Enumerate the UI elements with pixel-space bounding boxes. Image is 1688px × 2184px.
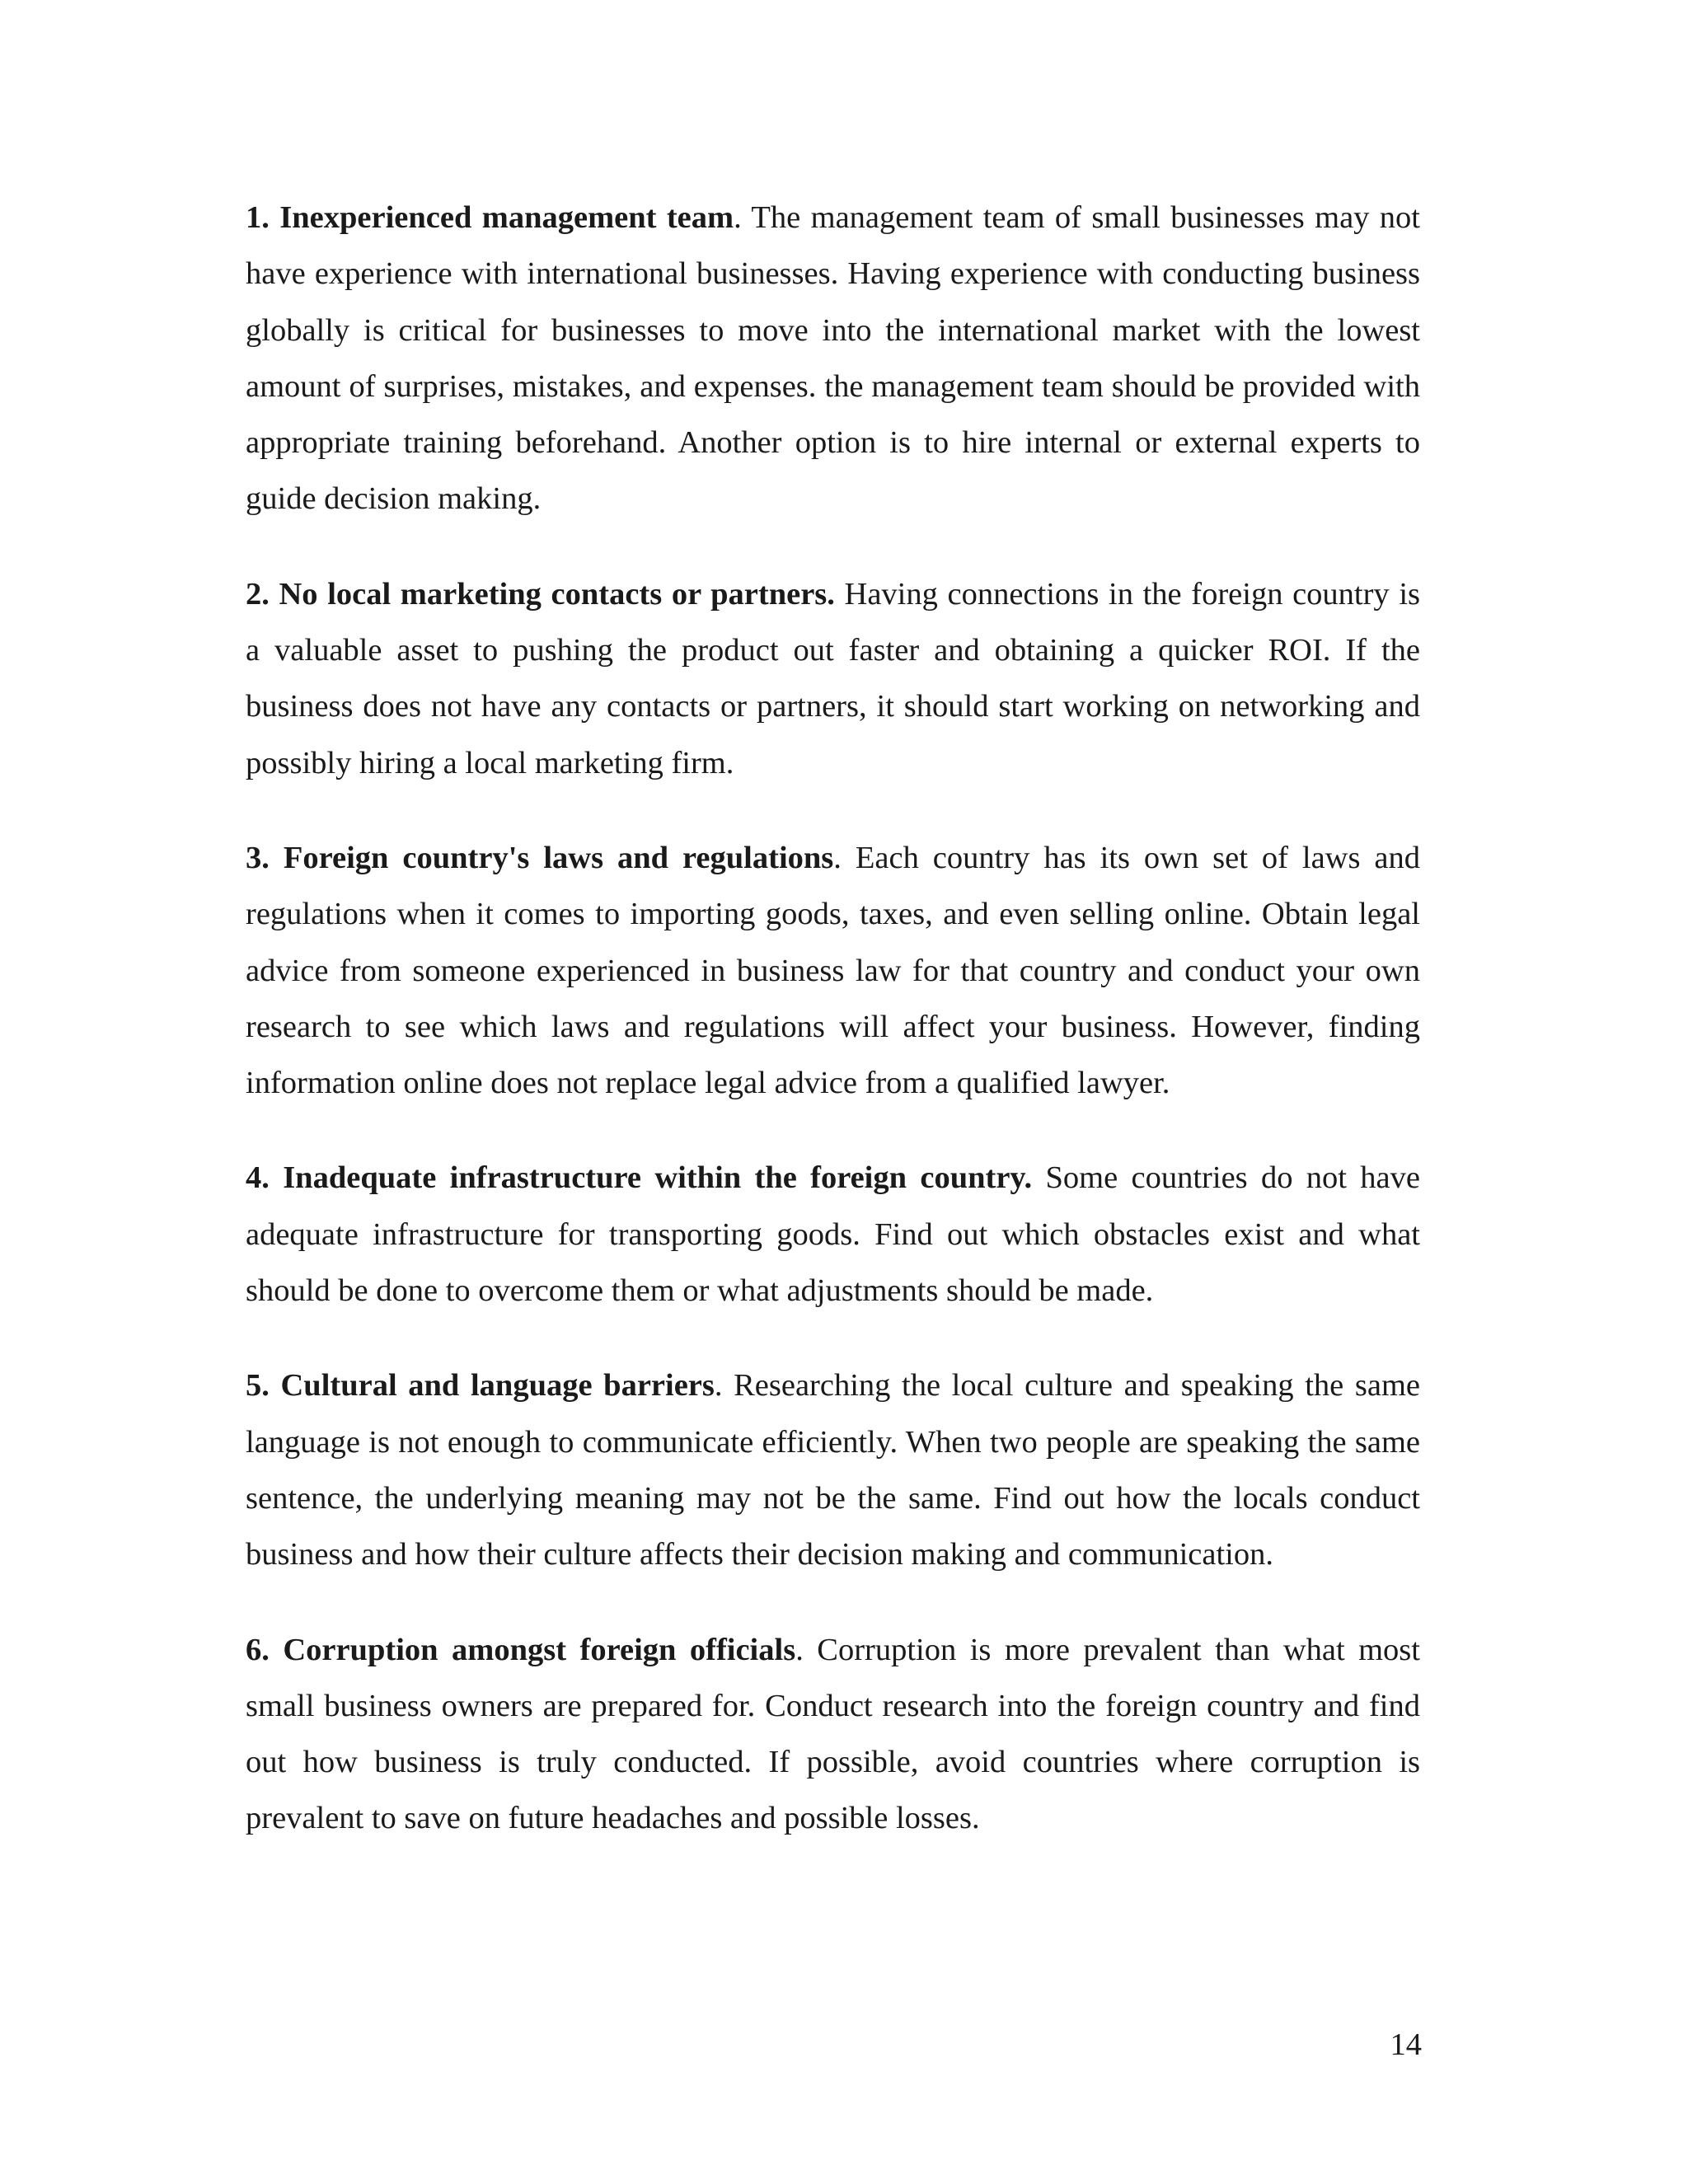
item-heading: 3. Foreign country's laws and regulations xyxy=(246,840,834,875)
page-body xyxy=(246,190,1420,1886)
item-heading: 6. Corruption amongst foreign officials xyxy=(246,1632,796,1667)
page-number: 14 xyxy=(1390,2027,1422,2062)
item-text: Having connections in the foreign country is a valuable asset to pushing the product out faster and obtaining a quicker ROI. If the business does not have any contacts or partners, it should start working on networking and possibly hiring a local marketing firm. xyxy=(246,576,1420,780)
item-text: . The management team of small businesses may not have experience with international businesses. Having experience with conducting business globally is critical for businesses to move into the international market with the lowest amount of surprises, mistakes, and expenses. the management team should be provided with appropriate training beforehand. Another option is to hire internal or external experts to guide decision making. xyxy=(246,200,1420,517)
list-item-laws-regulations xyxy=(246,830,1420,1111)
item-heading: 2. No local marketing contacts or partners. xyxy=(246,576,835,612)
list-item-inexperienced-management xyxy=(246,190,1420,527)
item-heading: 5. Cultural and language barriers xyxy=(246,1368,715,1404)
item-heading: 1. Inexperienced management team xyxy=(246,200,734,235)
item-text: . Researching the local culture and speaking the same language is not enough to communicate efficiently. When two people are speaking the same sentence, the underlying meaning may not be the same. Find out how the locals conduct business and how their culture affects their decision making and communication. xyxy=(246,1368,1420,1572)
list-item-no-local-contacts xyxy=(246,566,1420,791)
item-text: Some countries do not have adequate infrastructure for transporting goods. Find out which obstacles exist and what should be done to overcome them or what adjustments should be made. xyxy=(246,1160,1420,1309)
list-item-cultural-language-barriers xyxy=(246,1357,1420,1582)
list-item-corruption xyxy=(246,1622,1420,1847)
item-text: . Each country has its own set of laws and regulations when it comes to importing goods, taxes, and even selling online. Obtain legal advice from someone experienced in business law for that country and conduct your own research to see which laws and regulations will affect your business. However, finding information online does not replace legal advice from a qualified lawyer. xyxy=(246,840,1421,1101)
item-text: . Corruption is more prevalent than what most small business owners are prepared for. Conduct research into the foreign country and find out how business is truly conducted. If possible, avoid countries where corruption is prevalent to save on future headaches and possible losses. xyxy=(246,1632,1420,1836)
list-item-inadequate-infrastructure xyxy=(246,1150,1420,1319)
item-heading: 4. Inadequate infrastructure within the foreign country. xyxy=(246,1160,1033,1196)
